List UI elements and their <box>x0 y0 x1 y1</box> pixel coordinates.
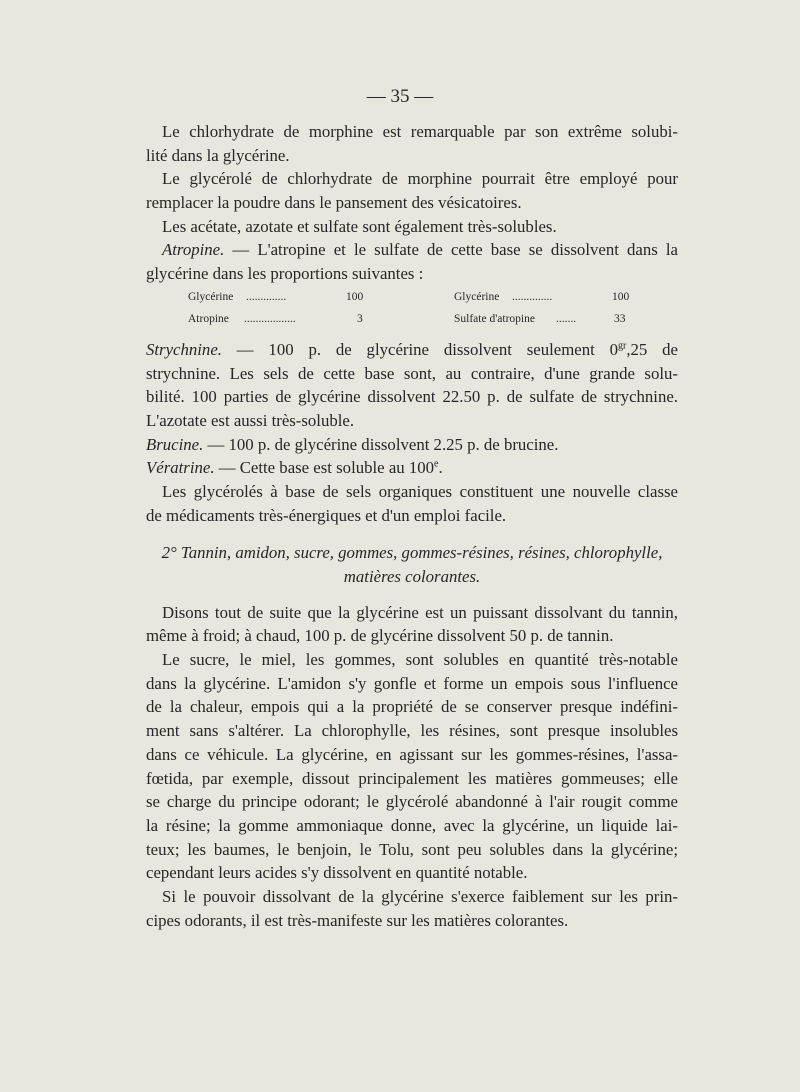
text-span: . <box>438 458 443 478</box>
text-line: L'azotate est aussi très-soluble. <box>146 410 355 430</box>
text-span: — 100 p. de glycérine dissolvent seulement 0 <box>221 339 618 359</box>
text-line: Le sucre, le miel, les gommes, sont solubles en quantité très-notable <box>162 650 678 670</box>
page-number: — 35 — <box>366 86 434 107</box>
table-cell-name2: Glycérine <box>454 290 500 303</box>
text-span: ,25 de <box>626 339 678 359</box>
text-line: Le glycérolé de chlorhydrate de morphine pourrait être employé pour <box>162 169 678 189</box>
table-cell-name: Glycérine <box>188 290 234 303</box>
section-heading: matières colorantes. <box>343 567 481 586</box>
term-atropine: Atropine. <box>162 240 225 260</box>
table-cell-name: Atropine <box>188 312 229 325</box>
body-text <box>146 120 678 932</box>
text-span: — L'atropine et le sulfate de cette base se dissolvent dans la <box>224 240 678 260</box>
text-line: remplacer la poudre dans le pansement des vésicatoires. <box>146 193 522 213</box>
text-line: dans ce véhicule. La glycérine, en agissant sur les gommes-résines, l'assa- <box>146 744 678 764</box>
table-cell-name2: Sulfate d'atropine <box>454 312 535 325</box>
term-brucine: Brucine. <box>146 434 204 454</box>
text-line: de médicaments très-énergiques et d'un emploi facile. <box>146 505 507 525</box>
table-cell-value: 3 <box>357 312 363 325</box>
superscript: e <box>434 458 439 470</box>
table-cell-dots: .................. <box>244 312 296 325</box>
text-line: lité dans la glycérine. <box>146 145 290 165</box>
text-line: Disons tout de suite que la glycérine est un puissant dissolvant du tannin, <box>162 602 678 622</box>
text-line: de la chaleur, empois qui a la propriété de se conserver presque indéfini- <box>146 697 678 717</box>
table-row <box>146 286 678 308</box>
text-line: strychnine. Les sels de cette base sont, au contraire, d'une grande solu- <box>146 363 678 383</box>
text-line: la résine; la gomme ammoniaque donne, avec la glycérine, un liquide lai- <box>146 815 678 835</box>
text-span: — 100 p. de glycérine dissolvent 2.25 p. de brucine. <box>203 434 559 454</box>
section-heading: 2° Tannin, amidon, sucre, gommes, gommes-résines, résines, chlorophylle, <box>161 543 663 563</box>
text-line: glycérine dans les proportions suivantes : <box>146 264 424 284</box>
text-line <box>146 456 678 480</box>
text-line: bilité. 100 parties de glycérine dissolvent 22.50 p. de sulfate de strychnine. <box>146 387 678 407</box>
text-line <box>146 238 678 262</box>
term-veratrine: Vératrine. <box>146 458 215 478</box>
term-strychnine: Strychnine. <box>146 339 222 359</box>
text-line: cipes odorants, il est très-manifeste sur les matières colorantes. <box>146 910 569 930</box>
table-cell-value: 100 <box>346 290 364 303</box>
text-line: fœtida, par exemple, dissout principalement les matières gommeuses; elle <box>146 768 678 788</box>
table-cell-dots2: ....... <box>556 312 577 325</box>
text-line: Les acétate, azotate et sulfate sont également très-solubles. <box>162 216 557 236</box>
text-line: dans la glycérine. L'amidon s'y gonfle et forme un empois sous l'influence <box>146 673 678 693</box>
text-span: — Cette base est soluble au 100 <box>214 458 435 478</box>
text-line: cependant leurs acides s'y dissolvent en quantité notable. <box>146 863 528 883</box>
table-cell-value2: 33 <box>614 312 626 325</box>
text-line: teux; les baumes, le benjoin, le Tolu, sont peu solubles dans la glycérine; <box>146 839 678 859</box>
text-line <box>146 338 678 362</box>
superscript: gr <box>618 340 627 352</box>
text-line: même à froid; à chaud, 100 p. de glycérine dissolvent 50 p. de tannin. <box>146 626 614 646</box>
table-row <box>146 308 678 330</box>
table-cell-dots2: .............. <box>512 290 553 303</box>
text-line: se charge du principe odorant; le glycérolé abandonné à l'air rougit comme <box>146 792 678 812</box>
text-line <box>146 433 678 457</box>
table-cell-dots: .............. <box>246 290 287 303</box>
text-line: Le chlorhydrate de morphine est remarquable par son extrême solubi- <box>162 122 678 141</box>
text-line: Si le pouvoir dissolvant de la glycérine s'exerce faiblement sur les prin- <box>162 886 678 906</box>
text-line: ment sans s'altérer. La chlorophylle, les résines, sont presque insolubles <box>146 721 678 741</box>
text-line: Les glycérolés à base de sels organiques constituent une nouvelle classe <box>162 481 678 501</box>
table-cell-value2: 100 <box>612 290 630 303</box>
